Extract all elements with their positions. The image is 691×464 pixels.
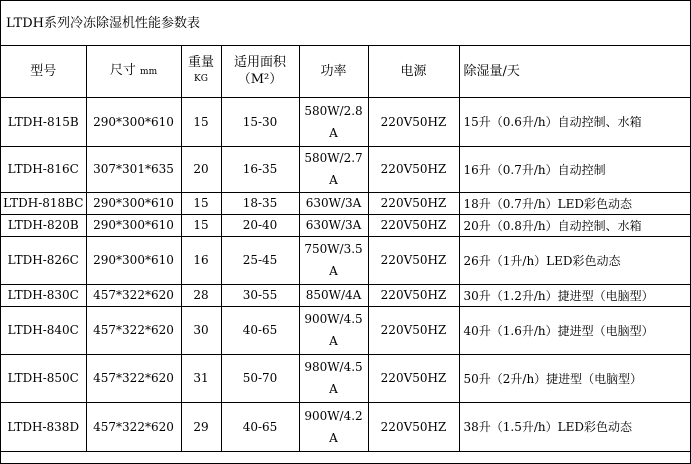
cell-size: 290*300*610 [86, 214, 181, 236]
table-row [1, 97, 690, 146]
cell-dehumidification: 18升（0.7升/h）LED彩色动态 [459, 192, 690, 214]
cell-dehumidification: 50升（2升/h）捷进型（电脑型） [459, 354, 690, 402]
cell-size: 290*300*610 [86, 192, 181, 214]
cell-weight: 20 [181, 146, 221, 192]
cell-dehumidification: 40升（1.6升/h）捷进型（电脑型） [459, 306, 690, 354]
cell-power: 630W/3A [299, 214, 368, 236]
cell-area: 18-35 [221, 192, 299, 214]
cell-model: LTDH-815B [1, 97, 86, 146]
table-row [1, 236, 690, 284]
table-row [1, 146, 690, 192]
header-size-label: 尺寸 [109, 62, 136, 78]
header-weight-label: 重量 [187, 55, 214, 71]
cell-area: 20-40 [221, 214, 299, 236]
cell-area: 15-30 [221, 97, 299, 146]
cell-dehumidification: 15升（0.6升/h）自动控制、水箱 [459, 97, 690, 146]
header-dehumidification: 除湿量/天 [459, 46, 690, 97]
header-area-label: 适用面积 [233, 55, 286, 71]
table-row [1, 192, 690, 214]
table-row [1, 214, 690, 236]
cell-size: 290*300*610 [86, 236, 181, 284]
header-source: 电源 [368, 46, 459, 97]
cell-size: 290*300*610 [86, 97, 181, 146]
cell-power: 850W/4A [299, 284, 368, 306]
cell-dehumidification: 16升（0.7升/h）自动控制 [459, 146, 690, 192]
cell-weight: 28 [181, 284, 221, 306]
table-row [1, 306, 690, 354]
table-row [1, 284, 690, 306]
header-size [86, 46, 181, 97]
header-weight [181, 46, 221, 97]
cell-dehumidification: 38升（1.5升/h）LED彩色动态 [459, 402, 690, 451]
header-size-unit: mm [140, 66, 158, 77]
cell-model: LTDH-850C [1, 354, 86, 402]
cell-model: LTDH-820B [1, 214, 86, 236]
table-title: LTDH系列冷冻除湿机性能参数表 [1, 1, 690, 46]
cell-area: 30-55 [221, 284, 299, 306]
cell-weight: 31 [181, 354, 221, 402]
header-power: 功率 [299, 46, 368, 97]
cell-size: 307*301*635 [86, 146, 181, 192]
table-body [1, 97, 690, 451]
cell-size: 457*322*620 [86, 306, 181, 354]
cell-source: 220V50HZ [368, 146, 459, 192]
cell-size: 457*322*620 [86, 284, 181, 306]
cell-weight: 15 [181, 214, 221, 236]
table-row [1, 354, 690, 402]
cell-dehumidification: 20升（0.8升/h）自动控制、水箱 [459, 214, 690, 236]
cell-source: 220V50HZ [368, 192, 459, 214]
header-area-unit: （M²） [237, 72, 283, 88]
header-row [1, 46, 690, 97]
cell-model: LTDH-826C [1, 236, 86, 284]
cell-source: 220V50HZ [368, 97, 459, 146]
cell-source: 220V50HZ [368, 236, 459, 284]
cell-dehumidification: 26升（1升/h）LED彩色动态 [459, 236, 690, 284]
table-row [1, 402, 690, 451]
cell-weight: 15 [181, 97, 221, 146]
cell-power: 900W/4.5A [299, 306, 368, 354]
cell-model: LTDH-830C [1, 284, 86, 306]
header-model: 型号 [1, 46, 86, 97]
cell-area: 50-70 [221, 354, 299, 402]
cell-model: LTDH-838D [1, 402, 86, 451]
spec-table [1, 46, 690, 452]
header-weight-unit: KG [194, 74, 208, 85]
cell-area: 25-45 [221, 236, 299, 284]
cell-weight: 16 [181, 236, 221, 284]
cell-size: 457*322*620 [86, 354, 181, 402]
cell-size: 457*322*620 [86, 402, 181, 451]
cell-source: 220V50HZ [368, 284, 459, 306]
cell-model: LTDH-840C [1, 306, 86, 354]
cell-weight: 30 [181, 306, 221, 354]
cell-weight: 29 [181, 402, 221, 451]
cell-source: 220V50HZ [368, 214, 459, 236]
cell-power: 630W/3A [299, 192, 368, 214]
cell-power: 900W/4.2A [299, 402, 368, 451]
cell-power: 750W/3.5A [299, 236, 368, 284]
cell-dehumidification: 30升（1.2升/h）捷进型（电脑型） [459, 284, 690, 306]
cell-source: 220V50HZ [368, 354, 459, 402]
cell-source: 220V50HZ [368, 402, 459, 451]
cell-model: LTDH-818BC [1, 192, 86, 214]
cell-area: 40-65 [221, 306, 299, 354]
cell-source: 220V50HZ [368, 306, 459, 354]
cell-area: 40-65 [221, 402, 299, 451]
header-area [221, 46, 299, 97]
cell-power: 580W/2.7A [299, 146, 368, 192]
cell-model: LTDH-816C [1, 146, 86, 192]
cell-area: 16-35 [221, 146, 299, 192]
cell-weight: 15 [181, 192, 221, 214]
cell-power: 580W/2.8A [299, 97, 368, 146]
cell-power: 980W/4.5A [299, 354, 368, 402]
